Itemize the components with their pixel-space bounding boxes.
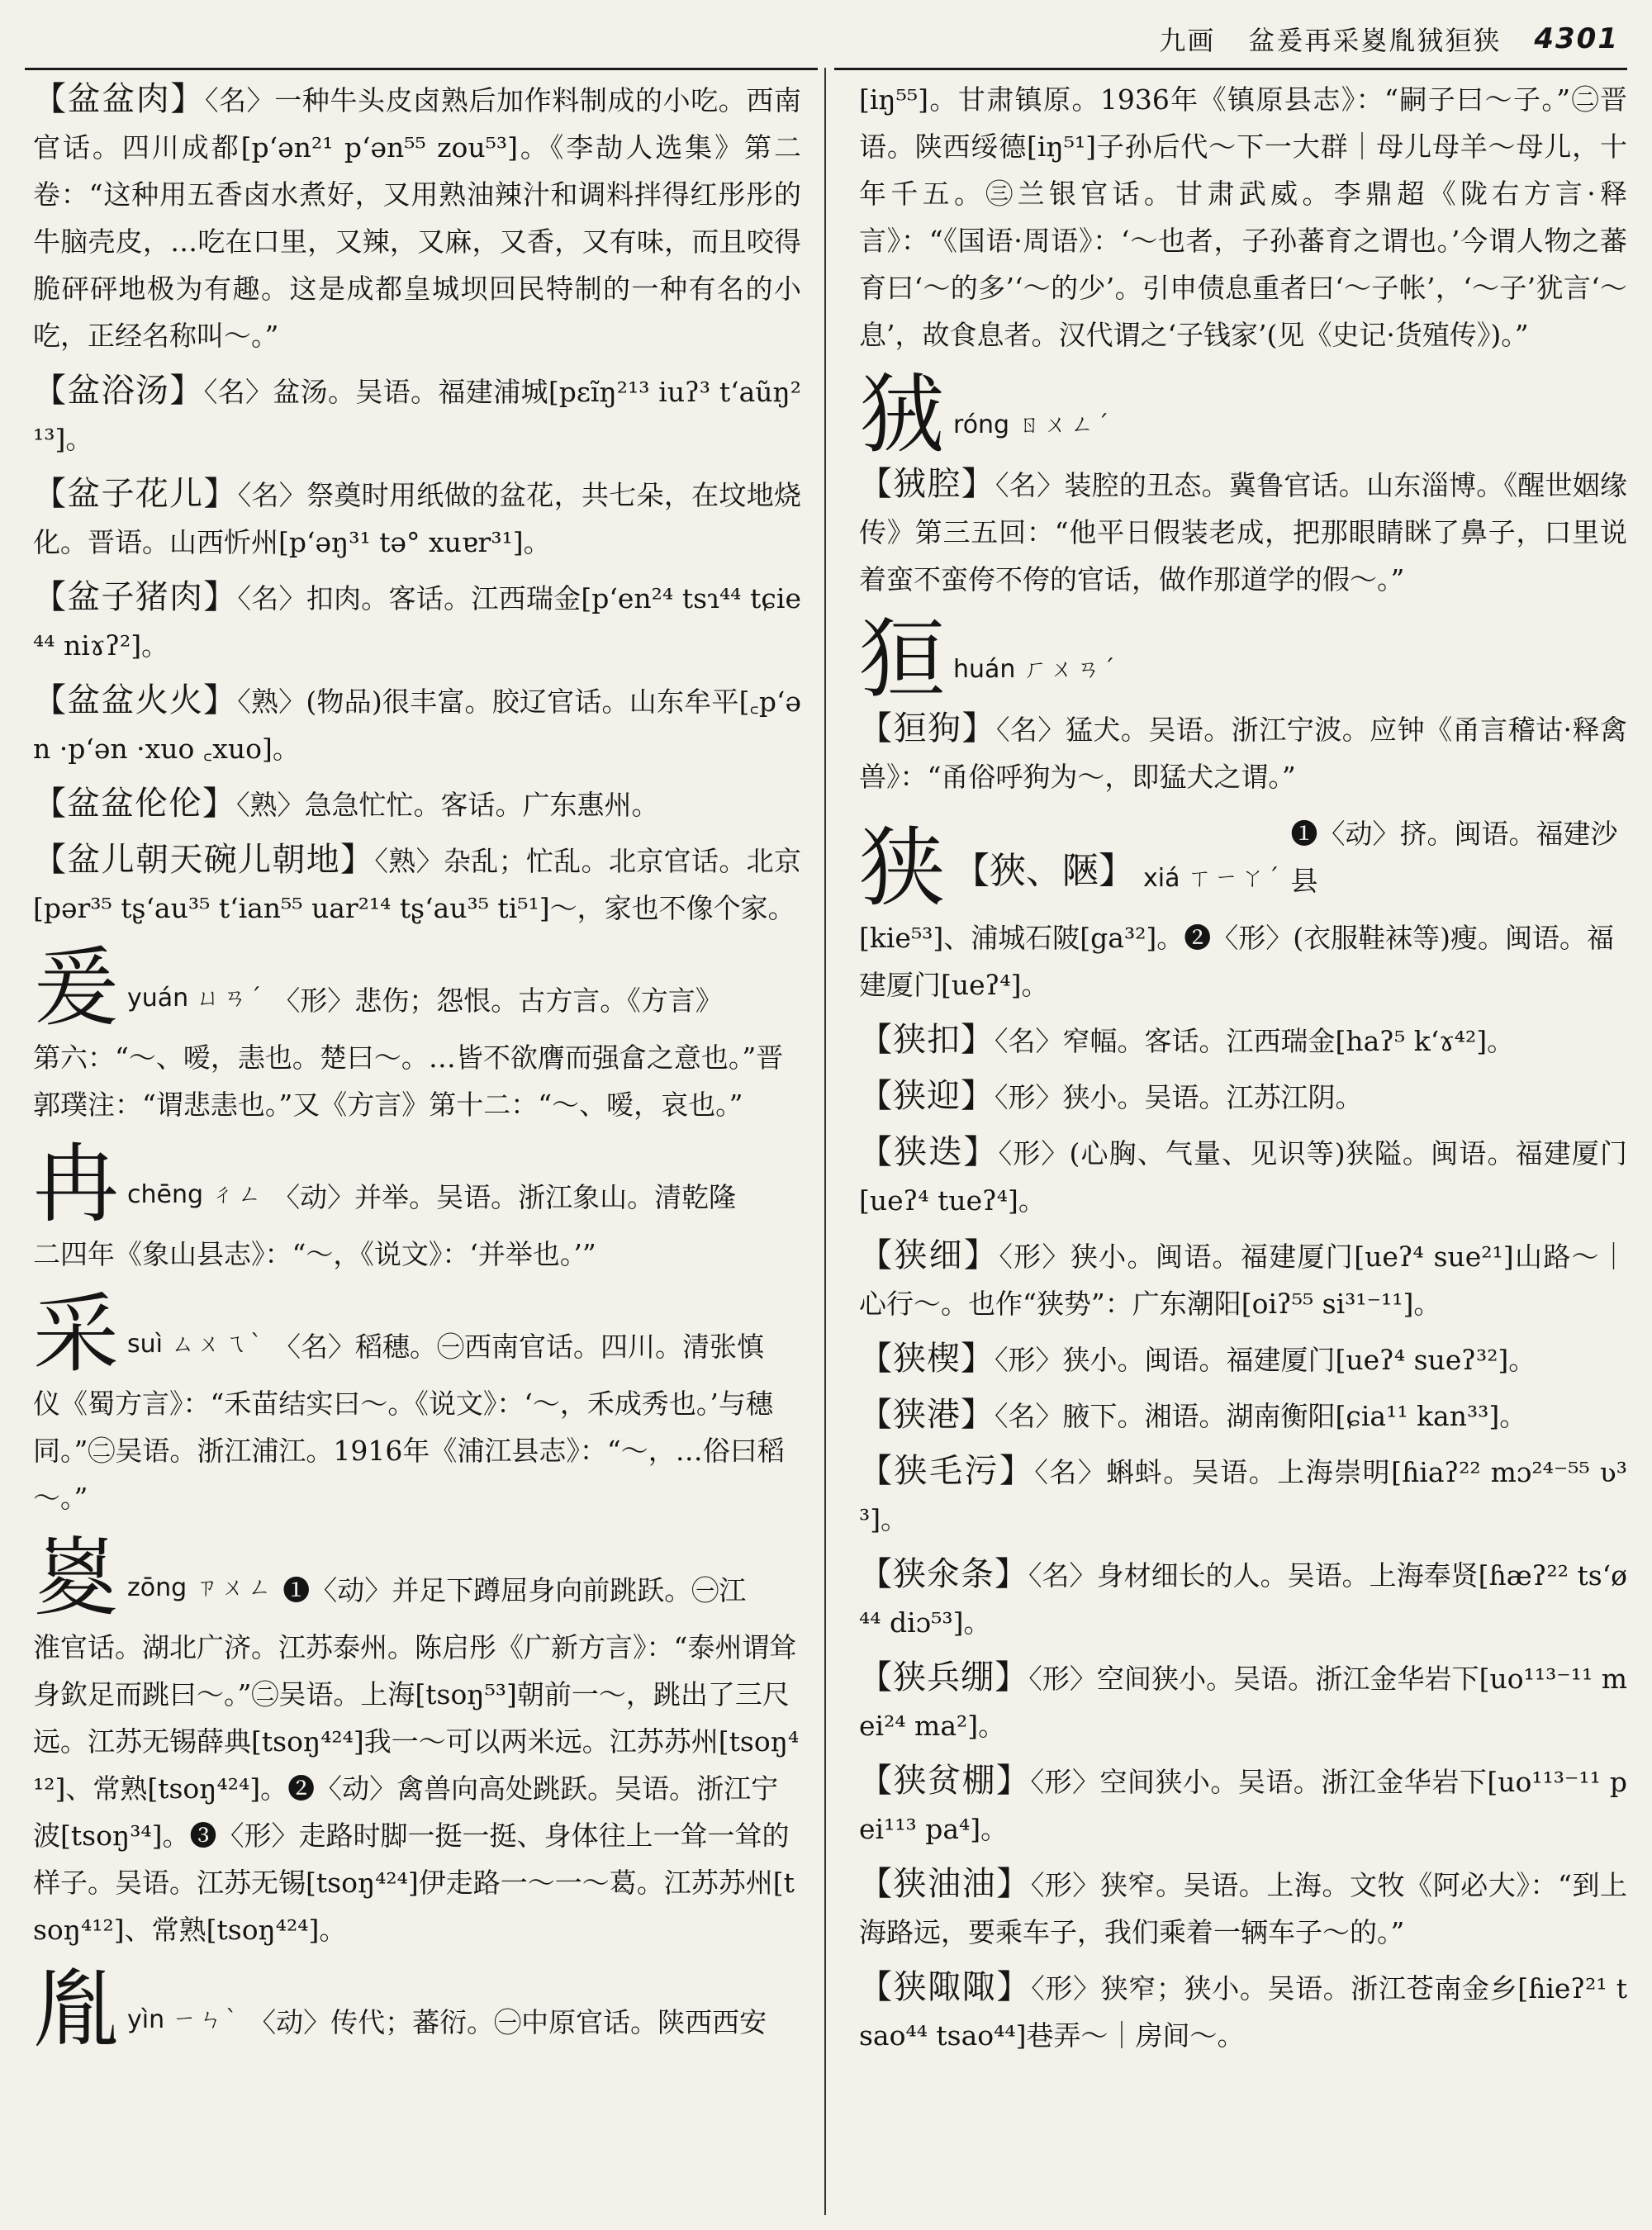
char-head [33,1959,801,2060]
entry-text: 〈名〉盆汤。吴语。福建浦城[pɛĩŋ²¹³ iuʔ³ t‘aũŋ²¹³]。 [33,376,801,455]
left-column [33,76,801,2223]
entry-headword: 【狭迭】 [859,1133,999,1171]
char-definition-continued: 第六：“～、嗳，恚也。楚曰～。…皆不欲膺而强畣之意也。”晋郭璞注：“谓悲恚也。”又《方言》第十二：“～、嗳，哀也。” [33,1041,784,1121]
char-definition-continued: [kie⁵³]、浦城石陂[ga³²]。❷〈形〉(衣服鞋袜等)瘦。闽语。福建厦门[ueʔ⁴]。 [859,922,1615,1001]
head-pinyin: xiá [1143,864,1180,893]
dictionary-entry [859,1861,1627,1956]
dictionary-entry [33,837,801,932]
entry-headword: 【盆儿朝天碗儿朝地】 [33,841,375,879]
char-head [859,364,1627,465]
char-definition-continued: 二四年《象山县志》：“～，《说文》：‘并举也。’” [33,1238,596,1270]
dictionary-entry [33,471,801,566]
dictionary-entry [33,574,801,669]
head-pinyin: chēng [127,1180,204,1209]
entry-text: 〈熟〉(物品)很丰富。胶辽官话。山东牟平[꜀p‘ən ·p‘ən ·xuo ꜀xuo]。 [33,686,801,765]
entry-headword: 【盆盆火火】 [33,681,238,719]
entry-text: 〈形〉狭小。吴语。江苏江阴。 [995,1081,1363,1113]
head-definition: ❶〈动〉挤。闽语。福建沙县 [1290,818,1618,897]
head-character: 狭 [859,818,946,918]
head-definition: 〈动〉并举。吴语。浙江象山。清乾隆 [273,1181,737,1213]
entry-text: 〈名〉扣肉。客话。江西瑞金[p‘en²⁴ tsɿ⁴⁴ tɕie⁴⁴ niɤʔ²]。 [33,582,801,662]
dictionary-entry [859,1392,1627,1440]
entry-text: 〈熟〉急急忙忙。客话。广东惠州。 [236,789,659,821]
char-definition-continued: 淮官话。湖北广济。江苏泰州。陈启彤《广新方言》：“泰州谓耸身欽足而跳曰～。”㊁吴语。上海[tsoŋ⁵³]朝前一～，跳出了三尺远。江苏无锡薛典[tsoŋ⁴²⁴]我一～可以两米远。江苏苏州[tsoŋ⁴¹²]、常熟[tsoŋ⁴²⁴]。❷〈动〉禽兽向高处跳跃。吴语。浙江宁波[tsoŋ³⁴]。❸〈形〉走路时脚一挺一挺、身体往上一耸一耸的样子。吴语。江苏无锡[tsoŋ⁴²⁴]伊走路一～一～葛。江苏苏州[tsoŋ⁴¹²]、常熟[tsoŋ⁴²⁴]。 [33,1631,800,1946]
entry-text: 〈名〉猛犬。吴语。浙江宁波。应钟《甬言稽诂·释禽兽》：“甬俗呼狗为～，即猛犬之谓。” [859,714,1627,793]
entry-headword: 【狭兵绷】 [859,1658,1029,1696]
char-head [33,1283,801,1384]
entry-headword: 【狭氽条】 [859,1555,1029,1593]
running-header [1049,15,1619,63]
dictionary-entry [859,461,1627,603]
head-zhuyin: ㄩㄢˊ [197,984,265,1011]
entry-headword: 【狭油油】 [859,1865,1031,1903]
head-pinyin: róng [953,410,1010,439]
head-zhuyin: ㄖㄨㄥˊ [1018,410,1113,438]
head-character: 胤 [33,1959,120,2060]
dictionary-entry [859,1654,1627,1749]
entry-text: 〈名〉一种牛头皮卤熟后加作料制成的小吃。西南官话。四川成都[p‘ən²¹ p‘ən⁵⁵ zou⁵³]。《李劼人选集》第二卷：“这种用五香卤水煮好，又用熟油辣汁和调料拌得红彤彤的牛脑壳皮，…吃在口里，又辣，又麻，又香，又有味，而且咬得脆砰砰地极为有趣。这是成都皇城坝回民特制的一种有名的小吃，正经名称叫～。” [33,84,801,352]
entry-continuation: [iŋ⁵⁵]。甘肃镇原。1936年《镇原县志》：“嗣子曰～子。”㊁晋语。陕西绥德[iŋ⁵¹]子孙后代～下一大群｜母儿母羊～母儿，十年千五。㊂兰银官话。甘肃武威。李鼎超《陇右方言·释言》：“《国语·周语》：‘～也者，子孙蕃育之谓也。’今谓人物之蕃育曰‘～的多’‘～的少’。引申债息重者曰‘～子帐’，‘～子’犹言‘～息’，故食息者。汉代谓之‘子钱家’(见《史记·货殖传》)。” [859,83,1627,351]
dictionary-entry [859,1758,1627,1853]
dictionary-entry [859,1073,1627,1121]
entry-headword: 【盆盆肉】 [33,80,205,118]
dictionary-entry [859,1551,1627,1646]
entry-headword: 【狨腔】 [859,465,996,503]
dictionary-entry [859,1129,1627,1224]
entry-headword: 【狭细】 [859,1236,999,1274]
head-pinyin: huán [953,655,1016,684]
head-zhuyin: ㄔㄥ [211,1180,265,1208]
head-character: 嵏 [33,1527,120,1628]
head-pinyin: zōng [127,1573,188,1602]
head-zhuyin: ㄙㄨㄟˋ [171,1330,266,1357]
char-head [859,609,1627,709]
entry-text: 〈形〉狭小。闽语。福建厦门[ueʔ⁴ sueʔ³²]。 [995,1344,1536,1376]
head-character: 采 [33,1283,120,1384]
head-variant-forms: 【狹、陿】 [953,850,1136,892]
entry-text: 〈名〉身材细长的人。吴语。上海奉贤[ɦæʔ²² ts‘ø⁴⁴ diɔ⁵³]。 [859,1559,1627,1639]
dictionary-entry [33,677,801,772]
head-zhuyin: ㄏㄨㄢˊ [1023,655,1118,682]
header-rule-left [25,68,818,70]
dictionary-entry [33,780,801,828]
dictionary-entry [859,705,1627,800]
entry-text: 〈形〉空间狭小。吴语。浙江金华岩下[uo¹¹³⁻¹¹ pei¹¹³ pa⁴]。 [859,1766,1627,1845]
dictionary-entry [859,1017,1627,1065]
entry-text: 〈形〉空间狭小。吴语。浙江金华岩下[uo¹¹³⁻¹¹ mei²⁴ ma²]。 [859,1663,1627,1742]
entry-text: 〈形〉(心胸、气量、见识等)狭隘。闽语。福建厦门[ueʔ⁴ tueʔ⁴]。 [859,1137,1627,1217]
entry-headword: 【狭扣】 [859,1021,995,1059]
char-head [33,1134,801,1235]
column-divider [824,68,826,2215]
char-head [33,1527,801,1628]
head-character: 狟 [859,609,946,709]
entry-headword: 【盆子猪肉】 [33,578,238,616]
entry-text: 〈名〉祭奠时用纸做的盆花，共七朵，在坟地烧化。晋语。山西忻州[p‘əŋ³¹ tə° xuɐr³¹]。 [33,479,801,558]
head-pinyin: suì [127,1330,163,1359]
head-zhuyin: ㄧㄣˋ [173,2005,241,2033]
dictionary-entry [33,76,801,359]
header-range: 盆爰再采嵏胤狨狟狭 [1248,25,1502,56]
dictionary-entry [859,1232,1627,1327]
entry-headword: 【狭楔】 [859,1340,995,1378]
header-section: 九画 [1159,25,1216,56]
entry-text: 〈名〉装腔的丑态。冀鲁官话。山东淄博。《醒世姻缘传》第三五回：“他平日假装老成，把那眼睛眯了鼻子，口里说着蛮不蛮侉不侉的官话，做作那道学的假～。” [859,469,1627,595]
char-definition-continued: 仪《蜀方言》：“禾苗结实曰～。《说文》：‘～，禾成秀也。’与穗同。”㊁吴语。浙江浦江。1916年《浦江县志》：“～，…俗曰稻～。” [33,1388,785,1514]
right-column [859,76,1627,2223]
entry-text: 〈名〉蝌蚪。吴语。上海崇明[ɦiaʔ²² mɔ²⁴⁻⁵⁵ ʋ³³]。 [859,1456,1627,1535]
entry-headword: 【狭港】 [859,1396,995,1434]
head-zhuyin: ㄒㄧㄚˊ [1188,864,1283,891]
head-definition: ❶〈动〉并足下蹲屈身向前跳跃。㊀江 [282,1574,747,1606]
entry-headword: 【狭陬陬】 [859,1968,1032,2006]
head-definition: 〈名〉稻穗。㊀西南官话。四川。清张慎 [273,1331,765,1363]
entry-headword: 【狭毛污】 [859,1452,1035,1490]
head-zhuyin: ㄗㄨㄥ [195,1573,275,1601]
head-character: 冉 [33,1134,120,1235]
dictionary-entry [859,1448,1627,1543]
entry-text: 〈形〉狭窄；狭小。吴语。浙江苍南金乡[ɦieʔ²¹ tsao⁴⁴ tsao⁴⁴]巷弄～｜房间～。 [859,1972,1627,2052]
entry-text: 〈名〉腋下。湘语。湖南衡阳[ɕia¹¹ kan³³]。 [995,1400,1527,1432]
char-head [859,810,1627,918]
header-rule-right [834,68,1627,70]
char-head [33,937,801,1038]
head-pinyin: yuán [127,984,189,1013]
entry-text: 〈形〉狭窄。吴语。上海。文牧《阿必大》：“到上海路远，要乘车子，我们乘着一辆车子～的。” [859,1869,1627,1948]
head-definition: 〈动〉传代；蕃衍。㊀中原官话。陕西西安 [249,2006,767,2038]
dictionary-entry [859,1336,1627,1383]
entry-headword: 【盆浴汤】 [33,372,204,410]
page-number: 4301 [1534,22,1619,55]
entry-headword: 【盆盆伦伦】 [33,785,236,823]
entry-text: 〈形〉狭小。闽语。福建厦门[ueʔ⁴ sue²¹]山路～｜心行～。也作“狭势”：广东潮阳[oiʔ⁵⁵ si³¹⁻¹¹]。 [859,1241,1627,1320]
entry-headword: 【盆子花儿】 [33,475,238,513]
entry-headword: 【狭迎】 [859,1077,995,1115]
entry-text: 〈熟〉杂乱；忙乱。北京官话。北京[pər³⁵ tʂ‘au³⁵ t‘ian⁵⁵ uar²¹⁴ tʂ‘au³⁵ ti⁵¹]～，家也不像个家。 [33,845,801,924]
entry-headword: 【狟狗】 [859,709,996,747]
head-pinyin: yìn [127,2005,165,2034]
dictionary-entry [859,1964,1627,2059]
entry-text: 〈名〉窄幅。客话。江西瑞金[haʔ⁵ k‘ɤ⁴²]。 [995,1025,1515,1057]
head-character: 狨 [859,364,946,465]
head-definition: 〈形〉悲伤；怨恨。古方言。《方言》 [273,985,723,1017]
head-character: 爰 [33,937,120,1038]
entry-headword: 【狭贫棚】 [859,1762,1031,1800]
dictionary-entry [33,368,801,463]
